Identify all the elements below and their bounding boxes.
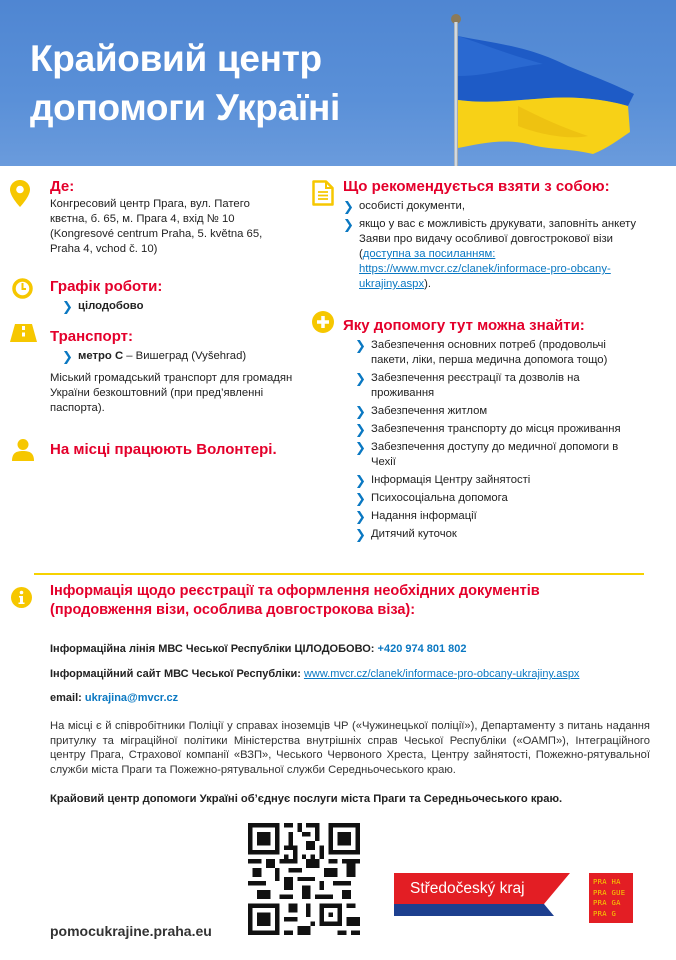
info-heading (50, 582, 540, 620)
where-heading: Де: (50, 178, 75, 195)
metro-line: метро C (78, 350, 124, 362)
where-address: Конгресовий центр Прага, вул. Патего квєтна, б. 65, м. Прага 4, вхід № 10 (Kongresové centrum Praha, 5. května 65, Praha 4, vchod č. 10) (50, 198, 263, 255)
transport-note: Міський громадський транспорт для громадян України безкоштовний (при пред’явленні паспорта). (50, 372, 293, 414)
title-line-1: Крайовий центр (30, 38, 322, 79)
chevron-right-icon: ❯ (355, 422, 366, 437)
hours-value: цілодобово (78, 300, 144, 312)
visa-form-link[interactable]: доступна за посиланням: https://www.mvcr.cz/clanek/informace-pro-obcany-ukrajiny.aspx (359, 248, 611, 290)
chevron-right-icon: ❯ (343, 199, 354, 214)
email-link[interactable]: ukrajina@mvcr.cz (84, 692, 179, 704)
list-item: ❯ Психосоціальна допомога (355, 491, 508, 506)
help-heading: Яку допомогу тут можна знайти: (343, 317, 585, 334)
list-item: ❯ Дитячий куточок (355, 527, 457, 542)
volunteers-section (50, 441, 310, 459)
metro-station: – Вишеград (Vyšehrad) (123, 350, 247, 362)
section-divider (34, 573, 644, 575)
document-icon (312, 180, 334, 206)
website-line (50, 668, 579, 680)
hotline-label: Інформаційна лінія МВС Чеської Республіки ЦІЛОДОБОВО: (50, 643, 378, 655)
info-icon (11, 587, 32, 608)
list-item: ❯ Забезпечення доступу до медичної допомоги в Чехії (355, 440, 619, 468)
chevron-right-icon: ❯ (355, 371, 366, 386)
chevron-right-icon: ❯ (355, 440, 366, 455)
bring-item-end: ). (424, 278, 431, 290)
chevron-right-icon: ❯ (355, 491, 366, 506)
chevron-right-icon: ❯ (62, 349, 73, 364)
email-line (50, 692, 178, 704)
praha-logo (589, 873, 633, 923)
chevron-right-icon: ❯ (355, 338, 366, 353)
bring-item-form: якщо у вас є можливість друкувати, заповніть анкету Заяви про видачу особливої довгострокової візи ( (359, 218, 637, 260)
list-item: ❯ Забезпечення житлом (355, 404, 488, 419)
list-item: ❯ Інформація Центру зайнятості (355, 473, 531, 488)
plus-circle-icon (312, 311, 334, 333)
chevron-right-icon: ❯ (355, 509, 366, 524)
chevron-right-icon: ❯ (343, 217, 354, 232)
chevron-right-icon: ❯ (355, 527, 366, 542)
volunteers-heading: На місці працюють Волонтері. (50, 441, 277, 458)
info-heading-line-2: (продовження візи, особлива довгострокова віза): (50, 602, 416, 618)
bring-item-documents: особисті документи, (359, 200, 465, 212)
list-item: ❯ Надання інформації (355, 509, 477, 524)
transport-section (50, 328, 295, 416)
list-item (343, 217, 653, 292)
list-item: ❯ Забезпечення основних потреб (продовольчі пакети, ліки, перша медична допомога тощо) (355, 338, 608, 366)
road-icon (10, 324, 37, 342)
bring-heading: Що рекомендується взяти з собою: (343, 178, 610, 195)
hotline-phone-link[interactable]: +420 974 801 802 (377, 643, 467, 655)
hours-section (50, 278, 290, 314)
praha-line: PRA G (593, 908, 617, 918)
praha-line: PRA GA (593, 898, 621, 907)
hero-banner (0, 0, 676, 166)
ukrainian-flag-image (458, 36, 634, 156)
help-section (343, 317, 653, 542)
website-label: Інформаційний сайт МВС Чеської Республіки: (50, 668, 304, 680)
bring-section (343, 178, 653, 292)
hotline-line (50, 643, 467, 655)
praha-line: PRA HA (593, 877, 621, 886)
praha-line: PRA GUE (593, 887, 626, 897)
map-pin-icon (10, 180, 30, 207)
list-item (343, 199, 653, 214)
website-url-link[interactable]: pomocukrajine.praha.eu (50, 923, 212, 939)
list-item (62, 299, 290, 314)
help-list (355, 338, 645, 542)
title-line-2: допомоги Україні (30, 87, 341, 128)
where-section (50, 178, 290, 257)
email-label: email: (50, 692, 85, 704)
stredocesky-label: Středočeský kraj (410, 880, 525, 897)
chevron-right-icon: ❯ (355, 473, 366, 488)
info-heading-line-1: Інформація щодо реєстрації та оформлення необхідних документів (50, 583, 540, 599)
hours-heading: Графік роботи: (50, 278, 163, 295)
chevron-right-icon: ❯ (62, 299, 73, 314)
clock-icon (12, 278, 33, 299)
qr-code[interactable] (248, 823, 360, 935)
list-item: ❯ Забезпечення реєстрації та дозволів на проживання (355, 371, 580, 399)
staff-paragraph: На місці є й співробітники Поліції у справах іноземців ЧР («Чужинецької поліції»), Департаменту з питань надання притулку та міграційної політики Міністерства внутрішніх справ Чеської Республіки («ОАМП»), Інтеграційного центру Прага, Страхової компанії «ВЗП», Чеського Червоного Хреста, Центру зайнятості, Пожежно-рятувальної служби міста Праги та Пожежно-рятувальної служби Середньочеського краю. (50, 720, 650, 776)
page-title (30, 34, 340, 132)
chevron-right-icon: ❯ (355, 404, 366, 419)
list-item: ❯ Забезпечення транспорту до місця проживання (355, 422, 621, 437)
list-item (62, 349, 295, 364)
transport-heading: Транспорт: (50, 328, 134, 345)
stredocesky-kraj-logo (394, 870, 572, 916)
closing-statement: Крайовий центр допомоги Україні об’єднує послуги міста Праги та Середньочеського краю. (50, 793, 563, 805)
mvcr-website-link[interactable]: www.mvcr.cz/clanek/informace-pro-obcany-ukrajiny.aspx (303, 668, 580, 680)
person-icon (12, 439, 34, 461)
